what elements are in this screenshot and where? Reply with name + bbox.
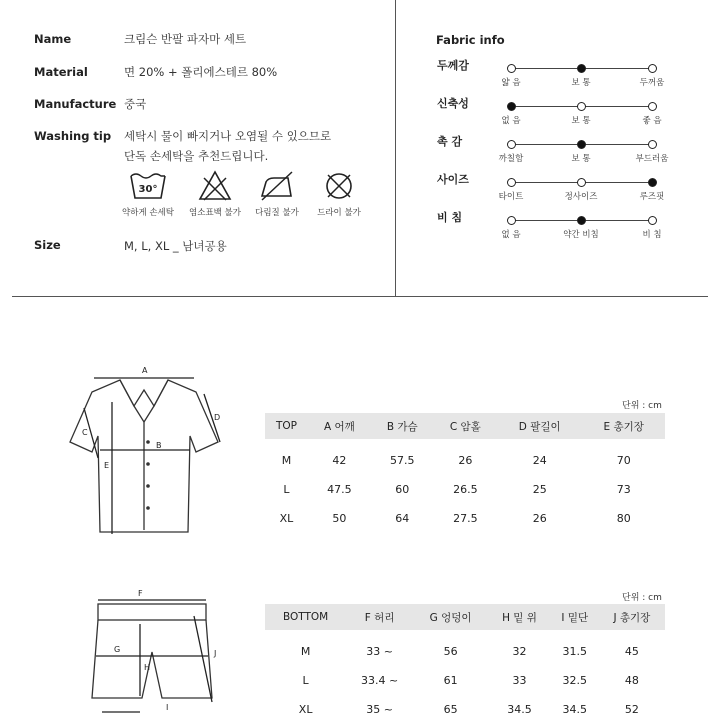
bottom-table-cell: 65 bbox=[443, 703, 458, 716]
label-d: D bbox=[214, 413, 221, 422]
horizontal-divider bbox=[12, 296, 708, 297]
top-table-cell: 27.5 bbox=[453, 512, 478, 525]
top-table-header-cell: A 어깨 bbox=[308, 413, 371, 439]
bottom-table-cell: 31.5 bbox=[562, 644, 588, 658]
top-table-cell: 60 bbox=[395, 483, 410, 496]
bottom-table-cell: 34.5 bbox=[507, 703, 532, 716]
fabric-scale-option: 정사이즈 bbox=[564, 192, 598, 202]
fabric-scale-dot-selected bbox=[507, 102, 516, 111]
bottom-table-cell: 33 ~ bbox=[366, 644, 393, 658]
fabric-row-label: 신축성 bbox=[437, 97, 469, 110]
fabric-scale-option: 비 침 bbox=[642, 230, 662, 240]
fabric-scale-option: 까칠함 bbox=[498, 154, 524, 164]
top-unit-label: 단위 : cm bbox=[622, 401, 662, 411]
washing-tip-line2: 단독 손세탁을 추천드립니다. bbox=[124, 149, 269, 163]
top-table-cell: XL bbox=[279, 512, 294, 525]
bottom-table-header-cell: H 밑 위 bbox=[488, 604, 551, 630]
fabric-scale-dot bbox=[507, 178, 516, 187]
top-table-cell: L bbox=[283, 483, 290, 496]
fabric-scale-option: 타이트 bbox=[498, 192, 524, 202]
top-table-cell: 25 bbox=[532, 483, 547, 496]
bottom-table-cell: 34.5 bbox=[562, 703, 588, 716]
fabric-scale-option: 보 통 bbox=[571, 154, 591, 164]
fabric-scale-option: 보 통 bbox=[571, 116, 591, 126]
fabric-scale-dot bbox=[507, 64, 516, 73]
top-table-row bbox=[265, 504, 665, 533]
manufacture-value: 중국 bbox=[124, 97, 147, 111]
bottom-table-cell: 32 bbox=[512, 644, 527, 658]
bottom-table-cell: XL bbox=[298, 703, 313, 716]
top-table-cell: 47.5 bbox=[327, 483, 352, 496]
bottom-table-header-cell: I 밑단 bbox=[551, 604, 599, 630]
bottom-table-cell: L bbox=[302, 674, 309, 687]
care-label-no-dry-clean: 드라이 불가 bbox=[317, 208, 361, 218]
top-table-cell: 42 bbox=[332, 453, 347, 467]
vertical-divider bbox=[395, 0, 396, 296]
bottom-table-cell: 32.5 bbox=[562, 674, 588, 687]
bottom-table-header-cell: F 허리 bbox=[346, 604, 413, 630]
care-label-no-bleach: 염소표백 불가 bbox=[189, 208, 241, 218]
top-table-cell: 80 bbox=[616, 512, 631, 525]
name-value: 크림슨 반팔 파자마 세트 bbox=[124, 32, 247, 46]
fabric-row-label: 두께감 bbox=[437, 59, 469, 72]
fabric-scale-option: 얇 음 bbox=[501, 78, 521, 88]
label-i: I bbox=[166, 703, 169, 712]
material-label: Material bbox=[34, 65, 88, 79]
fabric-scale-option: 좋 음 bbox=[642, 116, 662, 126]
wash-temp-text: 30° bbox=[138, 184, 158, 195]
fabric-scale-dot-selected bbox=[577, 140, 586, 149]
label-j: J bbox=[214, 649, 217, 658]
bottom-table-header-row bbox=[265, 604, 665, 630]
fabric-scale-option: 없 음 bbox=[501, 230, 521, 240]
top-table-row bbox=[265, 439, 665, 475]
fabric-scale-option: 없 음 bbox=[501, 116, 521, 126]
top-table-cell: 73 bbox=[616, 483, 631, 496]
top-size-table bbox=[265, 413, 665, 533]
top-table-cell: 70 bbox=[616, 453, 631, 467]
washing-tip-line1: 세탁시 물이 빠지거나 오염될 수 있으므로 bbox=[124, 129, 332, 143]
fabric-scale-dot bbox=[648, 102, 657, 111]
label-c: C bbox=[82, 428, 88, 437]
fabric-scale-dot bbox=[648, 140, 657, 149]
bottom-table-header-cell: J 총기장 bbox=[599, 604, 665, 630]
label-f: F bbox=[138, 590, 143, 598]
fabric-scale-dot bbox=[577, 178, 586, 187]
label-h: H bbox=[144, 663, 151, 672]
label-b: B bbox=[156, 441, 162, 450]
top-table-row bbox=[265, 475, 665, 504]
bottom-size-table bbox=[265, 604, 665, 724]
top-table-cell: 50 bbox=[332, 512, 347, 525]
bottom-unit-label: 단위 : cm bbox=[622, 593, 662, 603]
no-iron-icon bbox=[258, 170, 296, 202]
manufacture-label: Manufacture bbox=[34, 97, 117, 111]
fabric-row-label: 비 침 bbox=[437, 211, 463, 224]
fabric-scale-dot-selected bbox=[648, 178, 657, 187]
top-table-cell: 24 bbox=[532, 453, 547, 467]
bottom-table-cell: 33 bbox=[512, 674, 527, 687]
size-label: Size bbox=[34, 238, 61, 252]
fabric-scale-dot bbox=[577, 102, 586, 111]
material-value: 면 20% + 폴리에스테르 80% bbox=[124, 65, 278, 79]
fabric-row-label: 사이즈 bbox=[437, 173, 469, 186]
top-table-header-cell: D 팔길이 bbox=[497, 413, 582, 439]
top-table-cell: 64 bbox=[395, 512, 410, 525]
care-label-hand-wash: 약하게 손세탁 bbox=[122, 208, 174, 218]
bottom-table-row bbox=[265, 666, 665, 695]
top-table-header-cell: E 총기장 bbox=[582, 413, 665, 439]
fabric-info-title: Fabric info bbox=[436, 33, 505, 47]
bottom-table-cell: 48 bbox=[624, 674, 639, 687]
care-label-no-iron: 다림질 불가 bbox=[255, 208, 299, 218]
no-dry-clean-icon bbox=[323, 170, 355, 202]
fabric-scale-option: 보 통 bbox=[571, 78, 591, 88]
shorts-diagram bbox=[80, 590, 230, 720]
bottom-table-cell: 35 ~ bbox=[366, 703, 393, 716]
fabric-scale-option: 약간 비침 bbox=[563, 230, 599, 240]
bottom-table-cell: 61 bbox=[443, 674, 458, 687]
shirt-diagram bbox=[62, 362, 242, 542]
hand-wash-30-icon bbox=[128, 170, 168, 202]
fabric-row-label: 촉 감 bbox=[437, 135, 463, 148]
bottom-table-cell: M bbox=[300, 644, 311, 658]
size-value: M, L, XL _ 남녀공용 bbox=[124, 239, 227, 253]
bottom-table-header-cell: BOTTOM bbox=[265, 604, 346, 630]
label-e: E bbox=[104, 461, 110, 470]
label-g: G bbox=[114, 645, 121, 654]
fabric-scale-option: 부드러움 bbox=[635, 154, 669, 164]
fabric-scale-option: 루즈핏 bbox=[639, 192, 665, 202]
bottom-table-cell: 33.4 ~ bbox=[361, 674, 399, 687]
fabric-scale-dot bbox=[507, 216, 516, 225]
bottom-table-header-cell: G 엉덩이 bbox=[413, 604, 488, 630]
fabric-scale-dot bbox=[648, 216, 657, 225]
label-a: A bbox=[142, 366, 148, 375]
top-table-cell: 26 bbox=[458, 453, 473, 467]
bottom-table-cell: 45 bbox=[624, 644, 639, 658]
no-bleach-icon bbox=[198, 170, 232, 202]
top-table-cell: 57.5 bbox=[390, 453, 415, 467]
bottom-table-cell: 52 bbox=[624, 703, 639, 716]
top-table-header-row bbox=[265, 413, 665, 439]
top-table-header-cell: B 가슴 bbox=[371, 413, 434, 439]
top-table-header-cell: C 암홀 bbox=[434, 413, 497, 439]
fabric-scale-dot bbox=[648, 64, 657, 73]
fabric-scale-dot bbox=[507, 140, 516, 149]
top-table-header-cell: TOP bbox=[265, 413, 308, 439]
fabric-scale-dot-selected bbox=[577, 64, 586, 73]
top-table-cell: 26.5 bbox=[453, 483, 478, 496]
top-table-cell: 26 bbox=[532, 512, 547, 525]
fabric-scale-option: 두꺼움 bbox=[639, 78, 665, 88]
bottom-table-cell: 56 bbox=[443, 644, 458, 658]
top-table-cell: M bbox=[281, 453, 292, 467]
fabric-scale-dot-selected bbox=[577, 216, 586, 225]
name-label: Name bbox=[34, 32, 72, 46]
bottom-table-row bbox=[265, 630, 665, 666]
washing-tip-label: Washing tip bbox=[34, 129, 112, 143]
